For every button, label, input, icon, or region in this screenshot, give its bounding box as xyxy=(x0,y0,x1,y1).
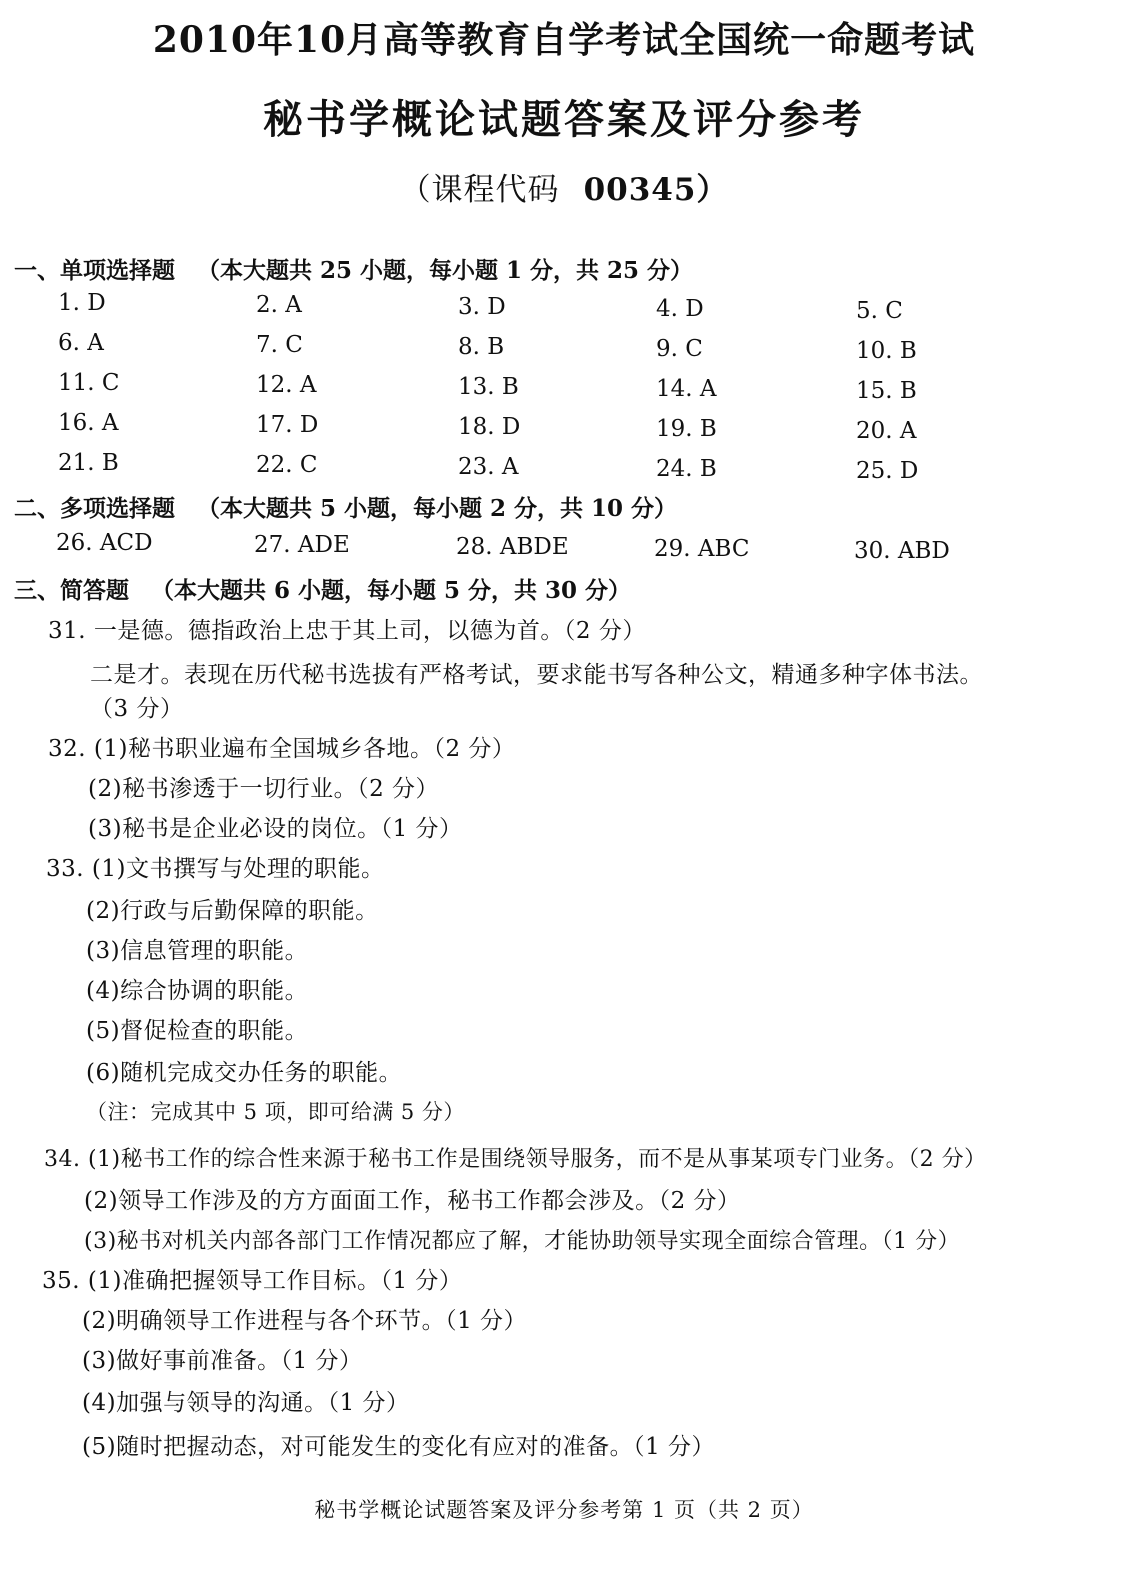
answer-item: 27. ADE xyxy=(254,532,350,558)
answer-line: (3)秘书对机关内部各部门工作情况都应了解，才能协助领导实现全面综合管理。（1 分） xyxy=(84,1229,961,1254)
answer-line: (2)领导工作涉及的方方面面工作，秘书工作都会涉及。（2 分） xyxy=(84,1188,741,1214)
answer-item: 26. ACD xyxy=(56,530,153,556)
answer-line: （3 分） xyxy=(90,696,184,722)
answer-item: 12. A xyxy=(256,372,317,398)
course-code-line xyxy=(0,164,1128,209)
answer-line: (6)随机完成交办任务的职能。 xyxy=(86,1060,403,1086)
answer-line: 35. (1)准确把握领导工作目标。（1 分） xyxy=(42,1268,463,1294)
answer-note: （注：完成其中 5 项，即可给满 5 分） xyxy=(86,1100,465,1124)
answer-item: 28. ABDE xyxy=(456,534,569,560)
answer-line: (2)秘书渗透于一切行业。（2 分） xyxy=(88,776,440,802)
answer-item: 16. A xyxy=(58,410,119,436)
answer-item: 3. D xyxy=(458,294,506,320)
answer-item: 6. A xyxy=(58,330,104,356)
answer-line: (5)督促检查的职能。 xyxy=(86,1018,309,1044)
answer-line: 34. (1)秘书工作的综合性来源于秘书工作是围绕领导服务，而不是从事某项专门业务。（2 分） xyxy=(44,1147,987,1172)
answer-item: 20. A xyxy=(856,418,917,444)
answer-item: 30. ABD xyxy=(854,538,950,564)
answer-item: 10. B xyxy=(856,338,917,364)
answer-item: 13. B xyxy=(458,374,519,400)
answer-item: 8. B xyxy=(458,334,505,360)
answer-item: 4. D xyxy=(656,296,704,322)
page-footer: 秘书学概论试题答案及评分参考第 1 页（共 2 页） xyxy=(314,1498,814,1522)
answer-line: (3)做好事前准备。（1 分） xyxy=(82,1348,363,1374)
answer-item: 19. B xyxy=(656,416,717,442)
answer-item: 21. B xyxy=(58,450,119,476)
course-code-label: （课程代码 xyxy=(399,172,560,208)
answer-line: (4)综合协调的职能。 xyxy=(86,978,309,1004)
section-heading xyxy=(14,490,677,523)
answer-line: 33. (1)文书撰写与处理的职能。 xyxy=(46,856,385,882)
answer-item: 24. B xyxy=(656,456,717,482)
section-title: 一、单项选择题 xyxy=(14,257,175,284)
section-heading xyxy=(14,572,631,605)
section-note: （本大题共 5 小题，每小题 2 分，共 10 分） xyxy=(197,495,678,522)
answer-item: 14. A xyxy=(656,376,717,402)
course-code: 00345） xyxy=(583,172,729,208)
answer-item: 5. C xyxy=(856,298,903,324)
section-title: 二、多项选择题 xyxy=(14,495,175,522)
exam-title: 2010年10月高等教育自学考试全国统一命题考试 xyxy=(152,19,976,61)
answer-item: 11. C xyxy=(58,370,120,396)
section-note: （本大题共 6 小题，每小题 5 分，共 30 分） xyxy=(151,577,632,604)
answer-item: 18. D xyxy=(458,414,521,440)
answer-item: 25. D xyxy=(856,458,919,484)
answer-line: 32. (1)秘书职业遍布全国城乡各地。（2 分） xyxy=(48,736,516,762)
answer-item: 1. D xyxy=(58,290,106,316)
answer-item: 29. ABC xyxy=(654,536,750,562)
answer-line: (3)信息管理的职能。 xyxy=(86,938,309,964)
document-title: 秘书学概论试题答案及评分参考 xyxy=(263,96,865,143)
answer-line: (2)行政与后勤保障的职能。 xyxy=(86,898,379,924)
answer-line: (4)加强与领导的沟通。（1 分） xyxy=(82,1390,410,1416)
answer-line: (3)秘书是企业必设的岗位。（1 分） xyxy=(88,816,463,842)
section-note: （本大题共 25 小题，每小题 1 分，共 25 分） xyxy=(197,257,694,284)
answer-item: 2. A xyxy=(256,292,302,318)
answer-item: 17. D xyxy=(256,412,319,438)
answer-item: 9. C xyxy=(656,336,703,362)
answer-line: (5)随时把握动态，对可能发生的变化有应对的准备。（1 分） xyxy=(82,1434,716,1460)
answer-item: 22. C xyxy=(256,452,318,478)
answer-line: 二是才。表现在历代秘书选拔有严格考试，要求能书写各种公文，精通多种字体书法。 xyxy=(90,662,983,688)
answer-item: 23. A xyxy=(458,454,519,480)
answer-item: 7. C xyxy=(256,332,303,358)
section-heading xyxy=(14,252,693,285)
answer-item: 15. B xyxy=(856,378,917,404)
section-title: 三、简答题 xyxy=(14,577,129,604)
answer-line: 31. 一是德。德指政治上忠于其上司，以德为首。（2 分） xyxy=(48,618,646,644)
answer-line: (2)明确领导工作进程与各个环节。（1 分） xyxy=(82,1308,528,1334)
